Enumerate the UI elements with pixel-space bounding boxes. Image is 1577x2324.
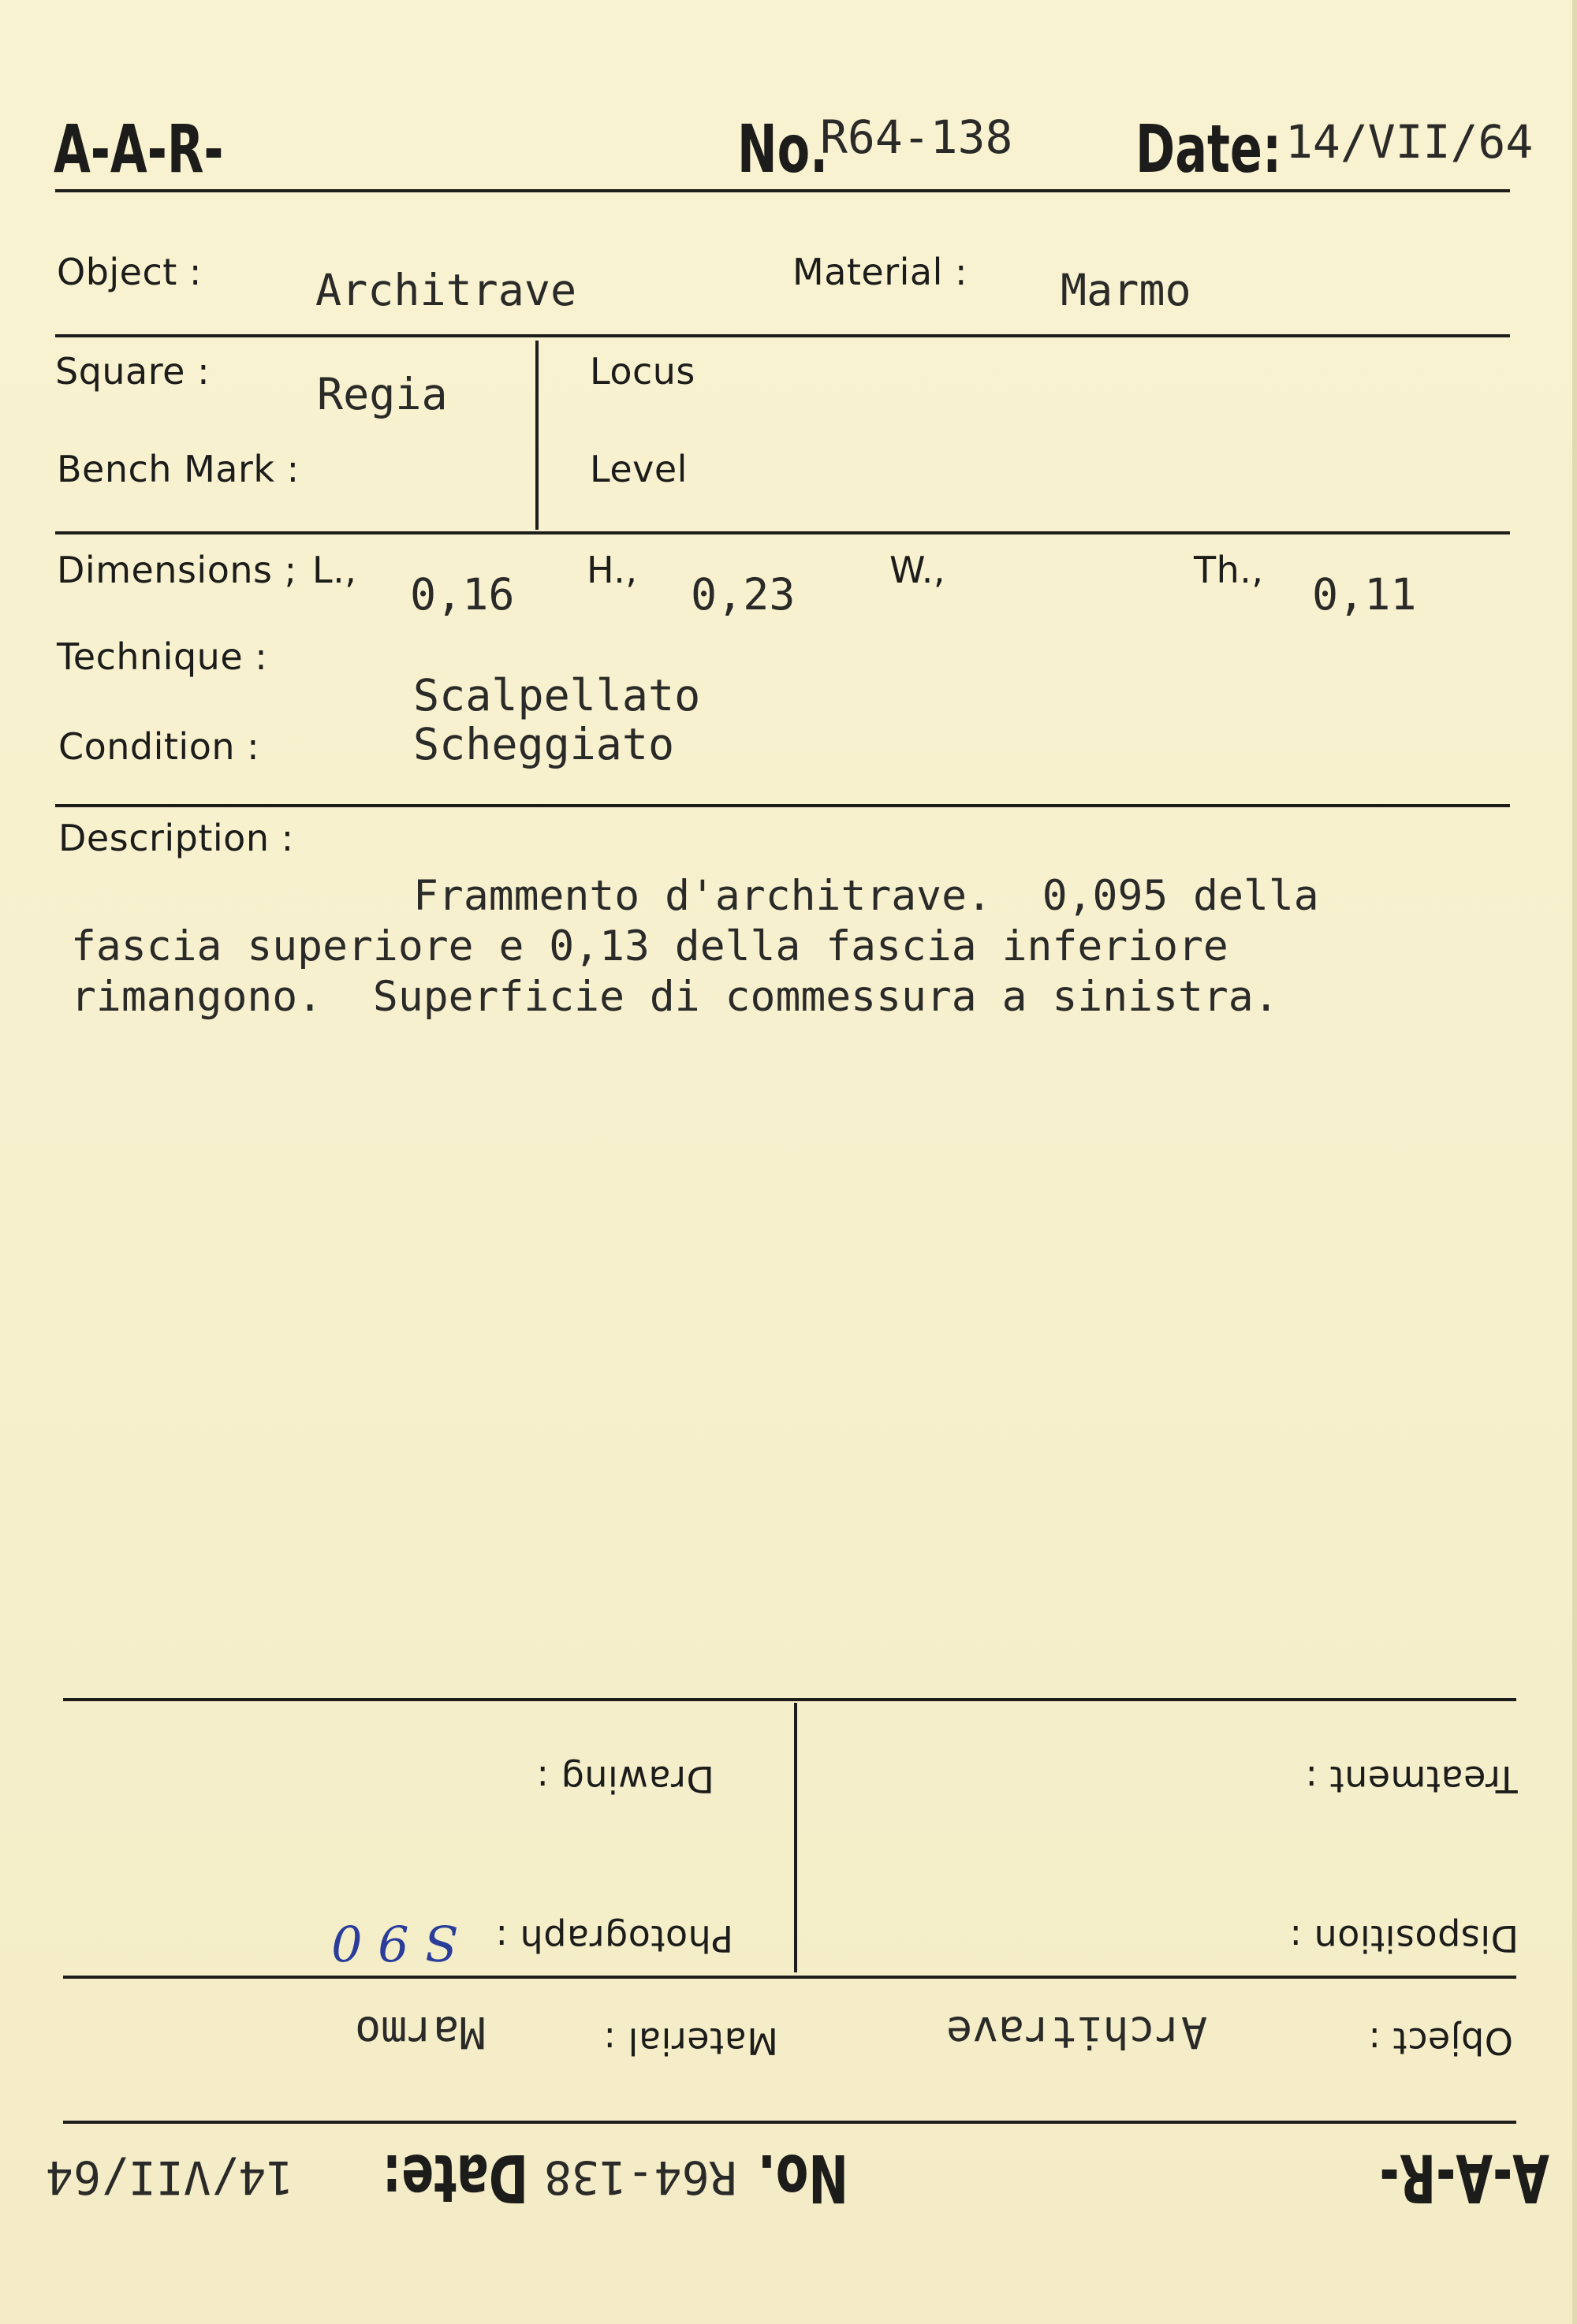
bottom-material-value-box [355,2007,486,2058]
level-label: Level [590,448,688,490]
bottom-number-label: No. [757,2140,848,2217]
description-line: Frammento d'architrave. 0,095 della [413,872,1319,920]
bench-mark-label: Bench Mark : [57,448,300,490]
photograph-value: S 9 0 [331,1914,458,1972]
description-label: Description : [58,817,294,859]
bottom-object-label: Object : [1368,2020,1513,2062]
bottom-material-label: Material : [603,2020,778,2062]
object-value: Architrave [315,265,577,315]
bottom-object-value-box [946,2007,1207,2058]
treatment-label-box [1305,1758,1518,1801]
condition-divider [55,804,1510,807]
bottom-top-divider [63,1698,1516,1701]
bottom-material-value: Marmo [355,2007,486,2058]
square-value: Regia [317,369,448,419]
treatment-label: Treatment : [1305,1758,1518,1801]
description-line: rimangono. Superficie di commessura a sinistra. [71,973,1279,1021]
description-line: fascia superiore e 0,13 della fascia inferiore [71,922,1228,970]
bottom-series-code: A-A-R- [1379,2140,1549,2217]
condition-value: Scheggiato [413,719,675,769]
material-label: Material : [792,251,967,293]
bottom-object-divider [63,2121,1516,2124]
bottom-number-label-box [757,2138,848,2217]
number-label: No. [737,110,829,188]
date-label: Date: [1135,110,1282,188]
locus-label: Locus [590,350,695,393]
object-label: Object : [57,251,202,293]
height-label: H., [587,549,638,591]
series-code: A-A-R- [54,110,224,188]
bottom-series-box [1376,2138,1549,2217]
thickness-label: Th., [1194,549,1264,591]
material-value: Marmo [1061,265,1191,315]
technique-label: Technique : [57,635,268,678]
bottom-number-value-box [544,2151,736,2204]
photograph-label-box [495,1917,733,1960]
number-value: R64-138 [820,110,1013,164]
bottom-object-value: Architrave [946,2007,1208,2058]
disposition-label: Disposition : [1289,1917,1519,1960]
technique-value: Scalpellato [413,670,701,721]
bottom-object-label-box [1368,2020,1513,2062]
bottom-date-value: 14/VII/64 [46,2151,294,2204]
length-label: L., [312,549,357,591]
square-label: Square : [55,350,211,393]
bottom-date-label-box [339,2138,528,2217]
drawing-label: Drawing : [536,1758,714,1801]
bottom-number-value: R64-138 [544,2151,737,2204]
height-value: 0,23 [691,569,796,620]
disposition-label-box [1289,1917,1519,1960]
bottom-middle-divider [63,1976,1516,1979]
thickness-value: 0,11 [1312,569,1417,620]
date-value: 14/VII/64 [1285,115,1534,169]
bottom-date-value-box [46,2151,293,2204]
length-value: 0,16 [410,569,515,620]
photograph-label: Photograph : [495,1917,733,1960]
photograph-value-box [331,1914,458,1972]
drawing-treatment-divider [794,1703,797,1972]
bottom-material-label-box [603,2020,778,2062]
drawing-label-box [536,1758,714,1801]
dimensions-label: Dimensions ; [57,549,297,591]
object-divider [55,334,1510,337]
width-label: W., [889,549,945,591]
bottom-date-label: Date: [382,2140,528,2217]
header-divider [55,189,1510,192]
locus-divider [55,531,1510,534]
condition-label: Condition : [58,725,260,768]
square-locus-divider [535,341,539,530]
